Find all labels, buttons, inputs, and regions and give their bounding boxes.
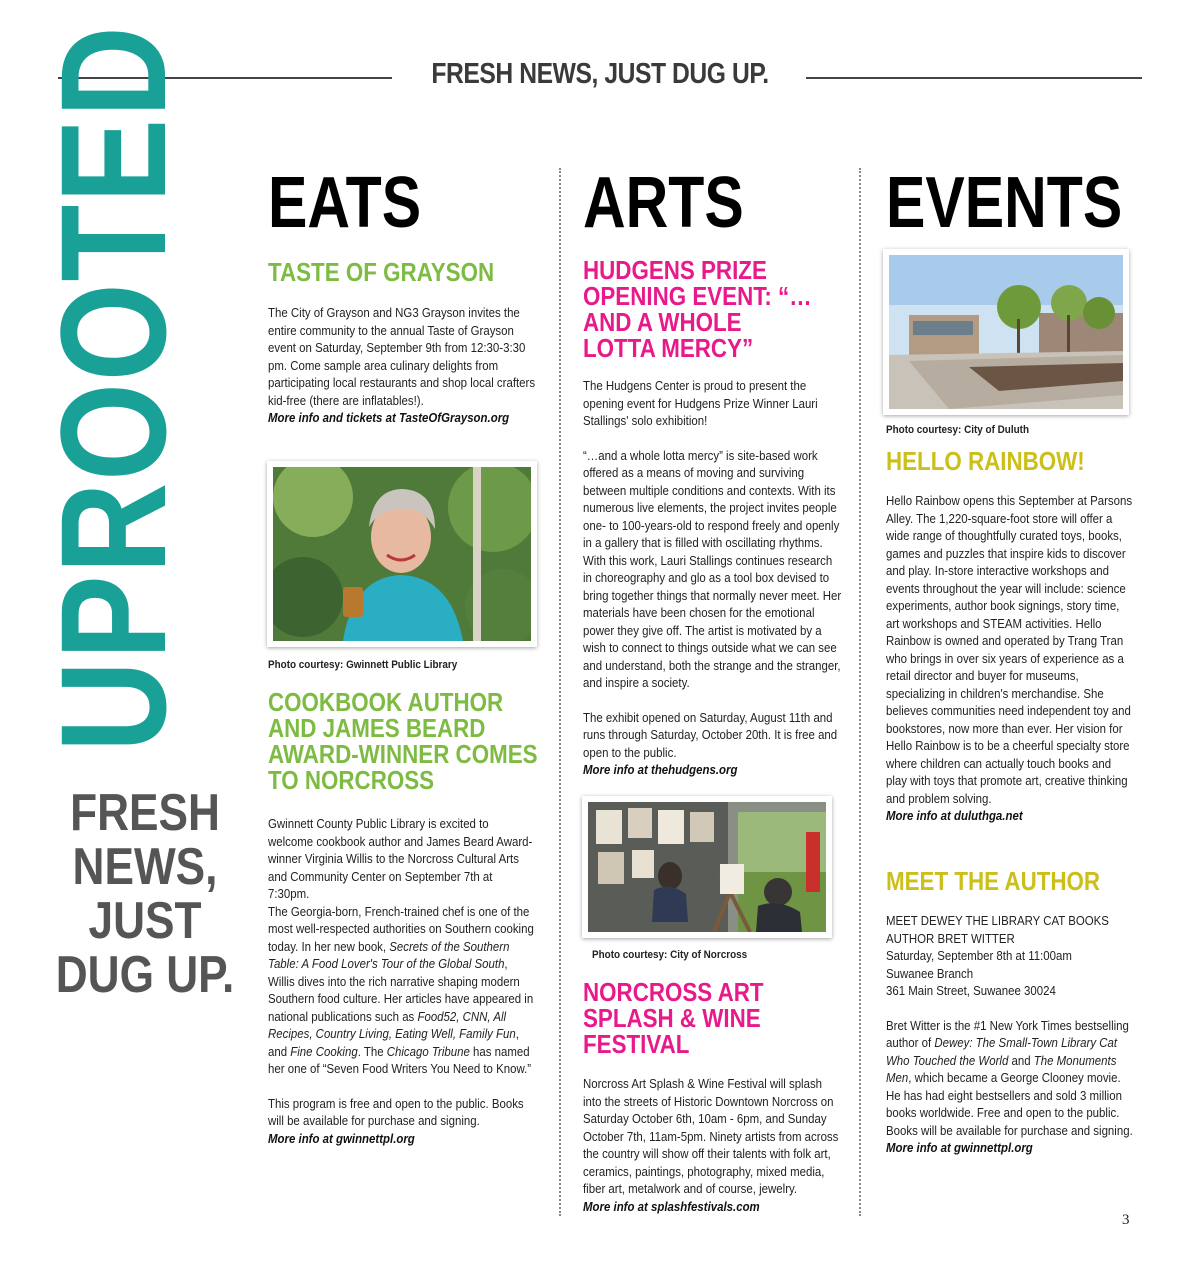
more-info-link[interactable]: More info at thehudgens.org [583, 762, 738, 777]
column-divider [859, 168, 861, 1216]
photo-virginia-willis [267, 461, 537, 647]
photo-caption: Photo courtesy: City of Duluth [886, 424, 1030, 436]
section-title-events: EVENTS [886, 163, 1123, 243]
events-article-1 [886, 448, 1136, 825]
more-info-link[interactable]: More info at splashfestivals.com [583, 1198, 760, 1214]
article-headline: COOKBOOK AUTHOR AND JAMES BEARD AWARD-WINNER COMES TO NORCROSS [268, 687, 538, 795]
arts-article-2 [583, 979, 845, 1215]
plaza-image [889, 255, 1123, 409]
photo-parsons-alley [883, 249, 1129, 415]
photo-art-splash [582, 796, 832, 938]
page-number: 3 [1122, 1212, 1130, 1228]
article-headline: HUDGENS PRIZE OPENING EVENT: “… AND A WHOLE LOTTA MERCY” [583, 255, 812, 363]
events-article-2 [886, 868, 1136, 1157]
article-headline: MEET THE AUTHOR [886, 866, 1101, 896]
portrait-image [273, 467, 531, 641]
column-divider [559, 168, 561, 1216]
photo-caption: Photo courtesy: City of Norcross [592, 949, 748, 961]
article-headline: TASTE OF GRAYSON [268, 257, 495, 287]
section-title-eats: EATS [268, 163, 422, 243]
more-info-link[interactable]: More info and tickets at TasteOfGrayson.org [268, 410, 510, 425]
article-body: Norcross Art Splash & Wine Festival will splash into the streets of Historic Downtown Norcross on Saturday October 6th, 10am - 6pm, and Sunday October 7th, 11am-5pm. Ninety artists from across the country will show off their talents with folk art, ceramics, paintings, photography, mixed media, fiber art, metalwork and of course, jewelry. More info at splashfestivals.com [583, 1075, 844, 1215]
header-tagline: FRESH NEWS, JUST DUG UP. [431, 58, 769, 90]
article-body: The Hudgens Center is proud to present the opening event for Hudgens Prize Winner Lauri Stallings' solo exhibition! “…and a whole lotta mercy” is site-based work offered as a means of moving and surviving between multiple conditions and contexts. With its numerous live elements, the project invites people one- to 100-years-old to respond freely and openly in a gallery that is filled with oscillating rhythms. With this work, Lauri Stallings continues research in choreography and glo as a tool box devised to bring together things that normally never meet. Her materials have been chosen for the emotional power they give off. The artist is motivated by a wish to connect to things outside what we can see and understand, both the strange and the stranger, and inspire a society. The exhibit opened on Saturday, August 11th and runs through Saturday, October 20th. It is free and open to the public. More info at thehudgens.org [583, 377, 844, 779]
photo-caption: Photo courtesy: Gwinnett Public Library [268, 659, 458, 671]
more-info-link[interactable]: More info at gwinnettpl.org [886, 1140, 1033, 1155]
article-headline: HELLO RAINBOW! [886, 446, 1085, 476]
arts-column [583, 163, 845, 777]
more-info-link[interactable]: More info at duluthga.net [886, 808, 1023, 823]
eats-column [268, 163, 538, 425]
article-body: Gwinnett County Public Library is excited to welcome cookbook author and James Beard Award-winner Virginia Willis to the Norcross Cultural Arts and Community Center on September 7th at 7:30pm. The Georgia-born, French-trained chef is one of the most well-respected authorities on Southern cooking today. In her new book, Secrets of the Southern Table: A Food Lover's Tour of the Global South, Willis dives into the rich narrative shaping modern Southern food culture. Her articles have appeared in national publications such as Food52, CNN, All Recipes, Country Living, Eating Well, Family Fun, and Fine Cooking. The Chicago Tribune has named her one of “Seven Food Writers You Need to Know.” This program is free and open to the public. Books will be available for purchase and signing. More info at gwinnettpl.org [268, 815, 536, 1147]
article-headline: NORCROSS ART SPLASH & WINE FESTIVAL [583, 977, 764, 1059]
events-column [886, 165, 1136, 241]
section-title-arts: ARTS [583, 163, 744, 243]
article-body: The City of Grayson and NG3 Grayson invites the entire community to the annual Taste of Grayson event on Saturday, September 9th from 12:30-3:30 pm. Come sample area culinary delights from participating local restaurants and shop local crafters kid-free (there are inflatables!). More info and tickets at TasteOfGrayson.org [268, 305, 536, 425]
festival-image [588, 802, 826, 932]
article-body: MEET DEWEY THE LIBRARY CAT BOOKS AUTHOR BRET WITTER Saturday, September 8th at 11:00am Suwanee Branch 361 Main Street, Suwanee 30024 Bret Witter is the #1 New York Times bestselling author of Dewey: The Small-Town Library Cat Who Touched the World and The Monuments Men, which became a George Clooney movie. He has had eight bestsellers and sold 3 million books worldwide. Free and open to the public. Books will be available for purchase and signing. More info at gwinnettpl.org [886, 913, 1133, 1155]
sidebar-tagline: FRESH NEWS, JUST DUG UP. [55, 784, 235, 1004]
article-body: Hello Rainbow opens this September at Parsons Alley. The 1,220-square-foot store will offer a wide range of thoughtfully curated toys, books, games and puzzles that inspire kids to discover and play. In-store interactive workshops and events throughout the year will include: science experiments, author book signings, story time, art workshops and STEAM activities. Hello Rainbow is owned and operated by Trang Tran who brings in over six years of experience as a retail director and buyer for museums, specializing in children's merchandise. She believes communities need independent toy and bookstores, now more than ever. Her vision for Hello Rainbow is to be a cheerful specialty store where children can actually touch books and play with toys that promote art, creative thinking and problem solving. More info at duluthga.net [886, 492, 1135, 825]
eats-article-2 [268, 689, 538, 1147]
header-rule-right [806, 77, 1142, 79]
more-info-link[interactable]: More info at gwinnettpl.org [268, 1130, 415, 1146]
uprooted-logo: UPROOTED [29, 24, 197, 752]
